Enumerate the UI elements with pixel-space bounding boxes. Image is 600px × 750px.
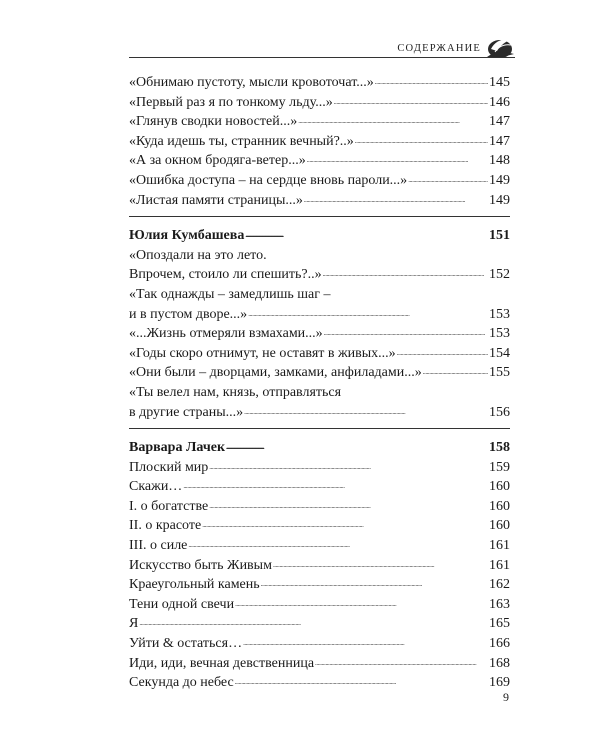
entry-page: 147 — [489, 133, 510, 149]
dot-leader — [243, 634, 488, 654]
entry-page: 165 — [489, 616, 510, 632]
toc-entry-line — [129, 477, 510, 497]
toc-entry-line — [129, 654, 510, 674]
entry-title: «...Жизнь отмеряли взмахами...» — [129, 326, 323, 342]
toc-entry-line — [129, 516, 510, 536]
toc-entry-line — [129, 93, 510, 113]
dot-leader — [139, 614, 488, 634]
toc-entry-line — [129, 556, 510, 576]
entry-page: 169 — [489, 675, 510, 691]
author-page: 151 — [489, 228, 510, 244]
page-number: 9 — [503, 690, 509, 704]
dot-leader — [183, 477, 488, 497]
entry-page: 160 — [489, 498, 510, 514]
toc-entry-line — [129, 246, 510, 266]
dot-leader — [307, 151, 488, 171]
section-divider — [129, 216, 510, 217]
dot-leader — [423, 363, 488, 383]
table-of-contents — [129, 73, 510, 693]
author-entry — [129, 438, 510, 458]
toc-entry-line — [129, 151, 510, 171]
entry-page: 159 — [489, 459, 510, 475]
entry-title: II. о красоте — [129, 518, 202, 534]
entry-page: 146 — [489, 94, 510, 110]
dot-leader — [226, 438, 488, 458]
entry-title: «Первый раз я по тонкому льду...» — [129, 94, 333, 110]
toc-entry-line — [129, 458, 510, 478]
toc-entry-line — [129, 191, 510, 211]
entry-page: 166 — [489, 636, 510, 652]
dot-leader — [273, 556, 488, 576]
dot-leader — [397, 344, 488, 364]
dot-leader — [209, 458, 488, 478]
toc-entry-line — [129, 344, 510, 364]
entry-page: 160 — [489, 518, 510, 534]
toc-entry-line — [129, 403, 510, 423]
toc-entry-line — [129, 614, 510, 634]
entry-title: Искусство быть Живым — [129, 557, 272, 573]
author-name: Юлия Кумбашева — [129, 228, 245, 244]
entry-page: 163 — [489, 596, 510, 612]
toc-entry-line — [129, 497, 510, 517]
toc-entry-line — [129, 634, 510, 654]
entry-page: 156 — [489, 404, 510, 420]
toc-entry-line — [129, 595, 510, 615]
dot-leader — [408, 171, 488, 191]
dot-leader — [202, 516, 488, 536]
dot-leader — [324, 324, 488, 344]
toc-entry-line — [129, 112, 510, 132]
toc-entry-line — [129, 324, 510, 344]
toc-entry-line — [129, 305, 510, 325]
entry-title: Я — [129, 616, 139, 632]
header-rule — [129, 57, 515, 58]
entry-title: «Куда идешь ты, странник вечный?..» — [129, 133, 354, 149]
running-header — [129, 28, 515, 62]
dot-leader — [188, 536, 488, 556]
entry-title: «Они были – дворцами, замками, анфиладами...» — [129, 365, 422, 381]
entry-title: «Годы скоро отнимут, не оставят в живых...» — [129, 345, 396, 361]
entry-title: Тени одной свечи — [129, 596, 235, 612]
entry-title: Секунда до небес — [129, 675, 234, 691]
toc-entry-line — [129, 575, 510, 595]
toc-entry-line — [129, 673, 510, 693]
entry-title: в другие страны...» — [129, 404, 244, 420]
dot-leader — [304, 191, 488, 211]
author-page: 158 — [489, 440, 510, 456]
toc-entry-line — [129, 171, 510, 191]
entry-page: 152 — [489, 267, 510, 283]
entry-page: 161 — [489, 557, 510, 573]
entry-page: 147 — [489, 114, 510, 130]
dot-leader — [355, 132, 488, 152]
dot-leader — [235, 595, 488, 615]
entry-title: «Ты велел нам, князь, отправляться — [129, 384, 342, 400]
author-name: Варвара Лачек — [129, 440, 226, 456]
dot-leader — [375, 73, 488, 93]
entry-title: «Листая памяти страницы...» — [129, 192, 303, 208]
toc-entry-line — [129, 265, 510, 285]
entry-title: Плоский мир — [129, 459, 209, 475]
dot-leader — [315, 654, 488, 674]
entry-title: Впрочем, стоило ли спешить?..» — [129, 267, 322, 283]
entry-page: 162 — [489, 577, 510, 593]
dot-leader — [261, 575, 488, 595]
entry-page: 148 — [489, 153, 510, 169]
entry-title: «Ошибка доступа – на сердце вновь пароли...» — [129, 172, 408, 188]
entry-page: 153 — [489, 306, 510, 322]
entry-title: и в пустом дворе...» — [129, 306, 248, 322]
entry-title: «Так однажды – замедлишь шаг – — [129, 286, 331, 302]
entry-page: 149 — [489, 172, 510, 188]
entry-title: Скажи… — [129, 479, 183, 495]
dot-leader — [248, 305, 488, 325]
toc-entry-line — [129, 383, 510, 403]
entry-page: 149 — [489, 192, 510, 208]
entry-title: Краеугольный камень — [129, 577, 260, 593]
entry-title: Иди, иди, вечная девственница — [129, 655, 315, 671]
entry-page: 154 — [489, 345, 510, 361]
entry-title: III. о силе — [129, 538, 188, 554]
entry-title: Уйти & остаться… — [129, 636, 243, 652]
entry-page: 160 — [489, 479, 510, 495]
entry-title: I. о богатстве — [129, 498, 209, 514]
toc-entry-line — [129, 285, 510, 305]
entry-page: 161 — [489, 538, 510, 554]
toc-entry-line — [129, 73, 510, 93]
dot-leader — [334, 93, 488, 113]
toc-entry-line — [129, 132, 510, 152]
header-title: СОДЕРЖАНИЕ — [397, 43, 481, 54]
dot-leader — [245, 226, 488, 246]
dot-leader — [209, 497, 488, 517]
entry-title: «Глянув сводки новостей...» — [129, 114, 298, 130]
toc-entry-line — [129, 536, 510, 556]
dot-leader — [235, 673, 488, 693]
dot-leader — [323, 265, 488, 285]
entry-page: 168 — [489, 655, 510, 671]
dot-leader — [244, 403, 488, 423]
dot-leader — [298, 112, 488, 132]
author-entry — [129, 226, 510, 246]
toc-entry-line — [129, 363, 510, 383]
entry-page: 145 — [489, 75, 510, 90]
entry-page: 153 — [489, 326, 510, 342]
entry-title: «А за окном бродяга-ветер...» — [129, 153, 306, 169]
entry-title: «Опоздали на это лето. — [129, 247, 267, 263]
section-divider — [129, 428, 510, 429]
entry-page: 155 — [489, 365, 510, 381]
entry-title: «Обнимаю пустоту, мысли кровоточат...» — [129, 75, 374, 90]
